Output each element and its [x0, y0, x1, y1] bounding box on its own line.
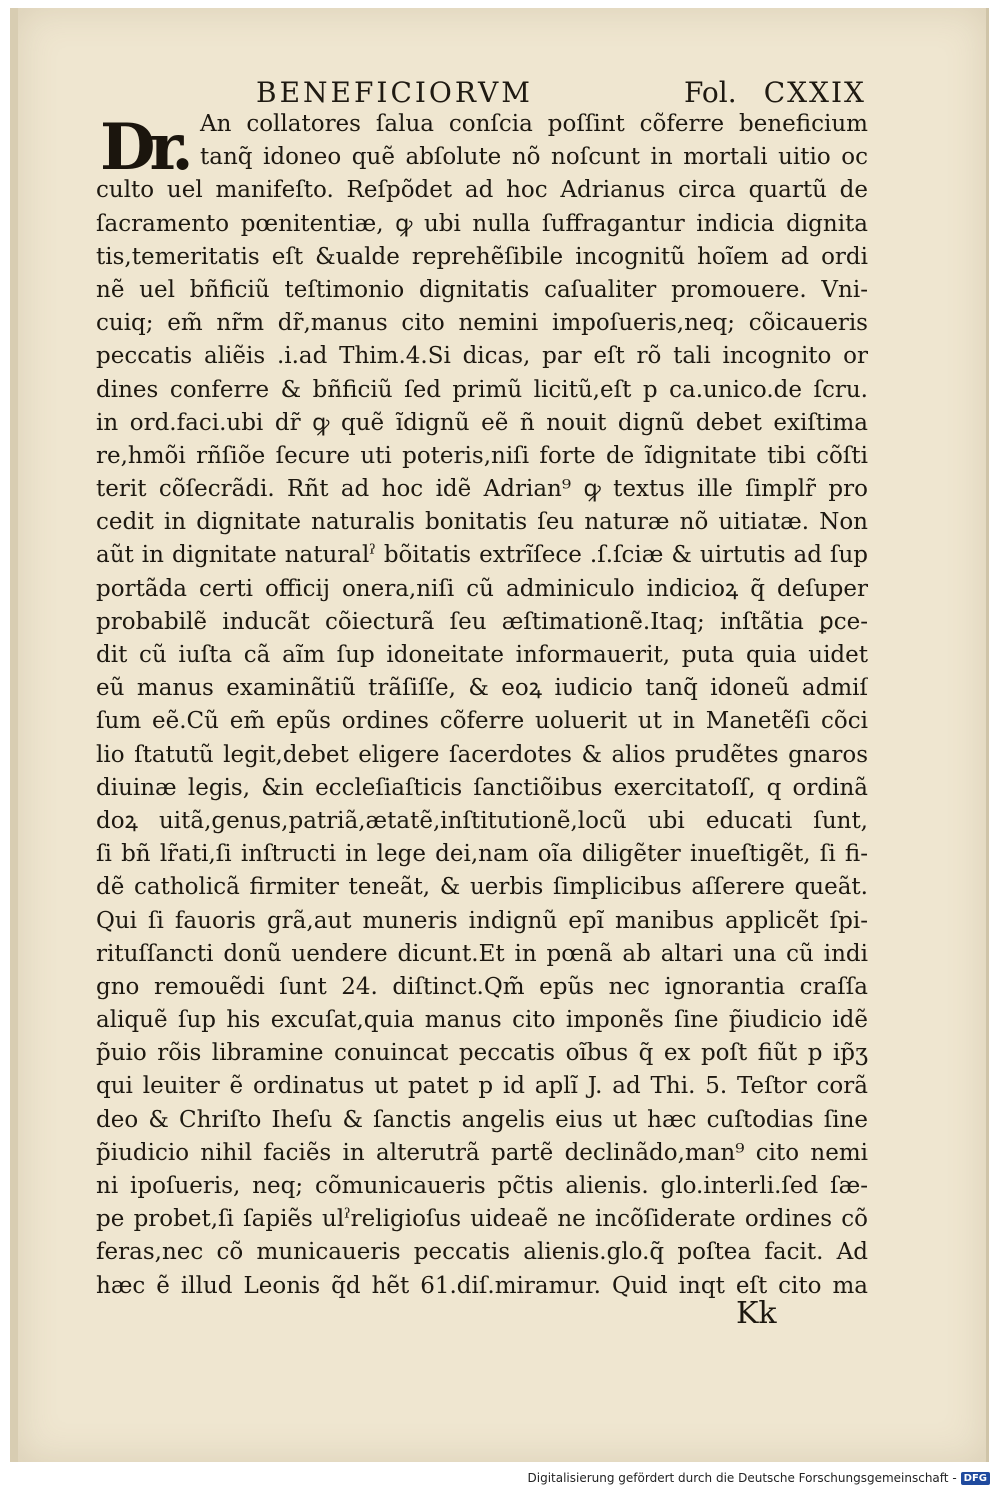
text-line: rituſſancti donũ uendere dicunt.Et in pœnã ab altari una cũ indi — [96, 940, 868, 967]
text-line: peccatis aliẽis .i.ad Thim.4.Si dicas, par eſt rõ tali incognito or — [96, 343, 868, 370]
text-line: cuiq; em̃ nr̃m dr̃,manus cito nemini impoſueris,neq; cõicaueris — [96, 310, 868, 337]
text-line: feras,nec cõ municaueris peccatis alienis.glo.q̃ poſtea facit. Ad — [96, 1239, 868, 1266]
folio-label: Fol. — [684, 76, 737, 109]
text-line: doꝝ uitã,genus,patriã,ætatẽ,inſtitutionẽ,locũ ubi educati ſunt, — [96, 807, 868, 834]
text-line: p̃iudicio nihil faciẽs in alterutrã partẽ declinãdo,man⁹ cito nemi — [96, 1139, 868, 1166]
text-line: pe probet,ſi ſapiẽs ulˀreligioſus uideaẽ ne incõſiderate ordines cõ — [96, 1206, 868, 1233]
text-line: p̃uio rõis libramine conuincat peccatis oĩbus q̃ ex poſt fiũt p ip̃ʒ — [96, 1040, 868, 1067]
text-line: ſi bñ lr̃ati,ſi inſtructi in lege dei,nam oĩa diligẽter inueſtigẽt, ſi fi‑ — [96, 841, 868, 868]
dfg-logo-icon: DFG — [961, 1472, 990, 1485]
digitization-footer — [528, 1468, 991, 1488]
text-line: in ord.faci.ubi dr̃ ꝙ quẽ ĩdignũ eẽ ñ nouit dignũ debet exiſtima — [96, 409, 868, 436]
folio-number: CXXIX — [763, 76, 866, 109]
text-line: diuinæ legis, &in eccleſiaſticis ſanctiõibus exercitatoſſ, q ordinã — [96, 774, 868, 801]
text-line: dẽ catholicã firmiter teneãt, & uerbis ſimplicibus aſſerere queãt. — [96, 874, 868, 901]
text-line: eũ manus examinãtiũ trãſiſſe, & eoꝝ iudicio tanq̃ idoneũ admiſ — [96, 675, 868, 702]
text-line: lio ſtatutũ legit,debet eligere ſacerdotes & alios prudẽtes gnaros — [96, 741, 868, 768]
text-line: An collatores ſalua conſcia poſſint cõferre beneficium — [200, 111, 868, 137]
text-line: ni ipoſueris, neq; cõmunicaueris pc̃tis alienis. glo.interli.ſed ſæ‑ — [96, 1173, 868, 1199]
text-line: portãda certi officij onera,niſi cũ adminiculo indicioꝝ q̃ deſuper — [96, 575, 868, 602]
text-line: aũt in dignitate naturalˀ bõitatis extrĩſece .ſ.ſciæ & uirtutis ad ſup — [96, 542, 868, 569]
text-line: terit cõſecrãdi. Rñt ad hoc idẽ Adrian⁹ ꝙ textus ille ſimplr̃ pro — [96, 476, 868, 503]
text-line: ſum eẽ.Cũ em̃ epũs ordines cõferre uoluerit ut in Manetẽſi cõci — [96, 708, 868, 735]
text-line: dines conferre & bñficiũ ſed primũ licitũ,eſt p ca.unico.de ſcru. — [96, 376, 868, 403]
text-line: gno remouẽdi ſunt 24. diſtinct.Qm̃ epũs nec ignorantia craſſa — [96, 973, 868, 1000]
signature-mark: Kk — [736, 1296, 777, 1331]
text-line: nẽ uel bñficiũ teſtimonio dignitatis caſualiter promouere. Vni‑ — [96, 276, 868, 303]
text-line: Qui ſi fauoris grã,aut muneris indignũ epĩ manibus applicẽt ſpi‑ — [96, 907, 868, 934]
decorated-initial: Dr. — [100, 110, 188, 185]
footer-text: Digitalisierung gefördert durch die Deutsche Forschungsgemeinschaft - — [527, 1471, 957, 1485]
text-line: aliquẽ ſup his excuſat,quia manus cito imponẽs ſine p̃iudicio idẽ — [96, 1007, 868, 1034]
text-line: deo & Chriſto Iheſu & ſanctis angelis eius ut hæc cuſtodias ſine — [96, 1106, 868, 1133]
text-line: re,hmõi rñſiõe ſecure uti poteris,niſi forte de ĩdignitate tibi cõſti — [96, 442, 868, 469]
text-line: tanq̃ idoneo quẽ abſolute nõ noſcunt in mortali uitio oc — [200, 144, 868, 171]
text-line: probabilẽ inducãt cõiecturã ſeu æſtimationẽ.Itaq; inſtãtia ꝑce‑ — [96, 608, 868, 635]
text-line: dit cũ iuſta cã aĩm ſup idoneitate informauerit, puta quia uidet — [96, 642, 868, 668]
text-line: culto uel manifeſto. Reſpõdet ad hoc Adrianus circa quartũ de — [96, 177, 868, 204]
body-text — [96, 108, 868, 1303]
text-line: qui leuiter ẽ ordinatus ut patet p id aplĩ J. ad Thi. 5. Teſtor corã — [96, 1073, 868, 1100]
text-line: hæc ẽ illud Leonis q̃d hẽt 61.diſ.miramur. Quid inqt eſt cito ma — [96, 1272, 868, 1299]
text-line: cedit in dignitate naturalis bonitatis ſeu naturæ nõ uitiatæ. Non — [96, 509, 868, 536]
text-line: tis,temeritatis eſt &ualde reprehẽſibile incognitũ hoĩem ad ordi — [96, 243, 868, 270]
running-title: BENEFICIORVM — [256, 76, 533, 109]
text-line: ſacramento pœnitentiæ, ꝙ ubi nulla ſuffragantur indicia dignita — [96, 210, 868, 237]
